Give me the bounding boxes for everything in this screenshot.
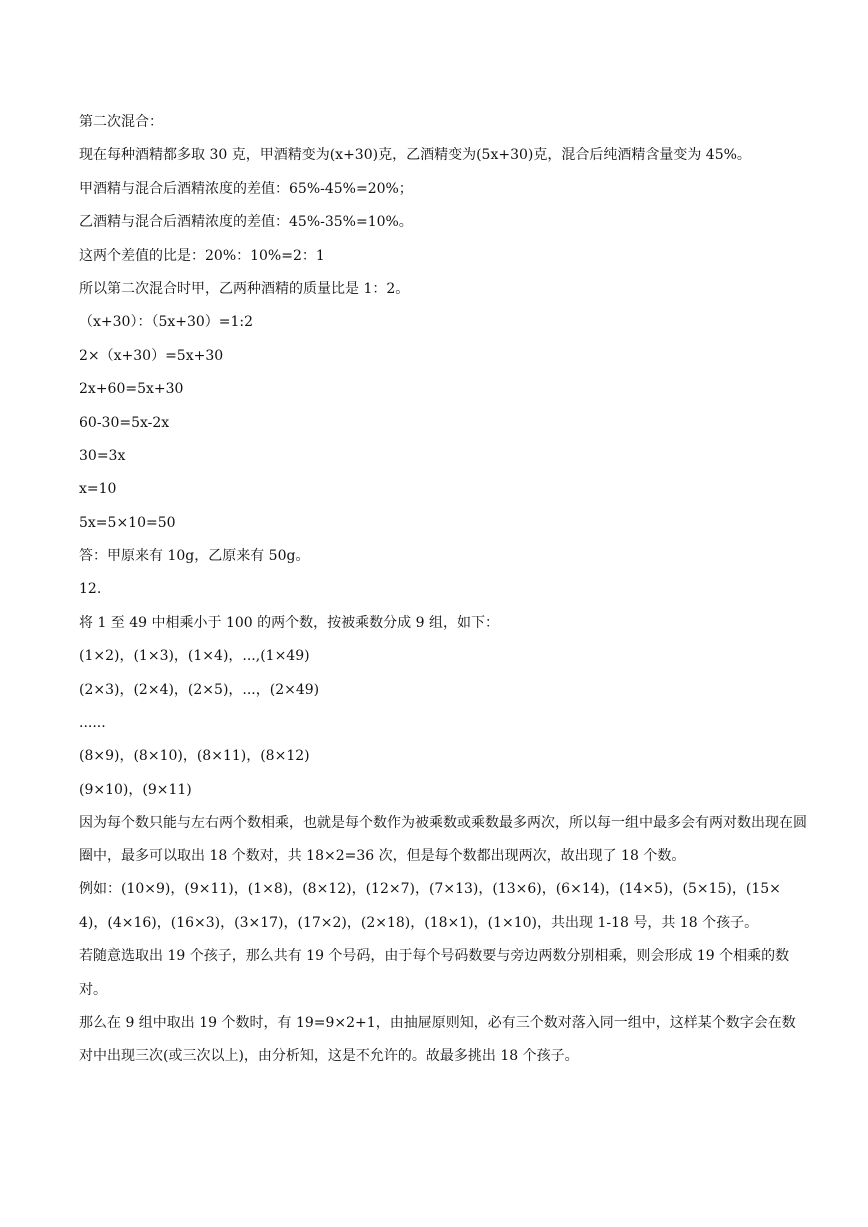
- reasoning-paragraph: 若随意选取出 19 个孩子，那么共有 19 个号码，由于每个号码数要与旁边两数分别相乘，则会形成 19 个相乘的数对。: [79, 948, 790, 998]
- conclusion-paragraph: 那么在 9 组中取出 19 个数时，有 19=9×2+1，由抽屉原则知，必有三个数对落入同一组中，这样某个数字会在数对中出现三次(或三次以上)，由分析知，这是不允许的。故最多挑出 18 个孩子。: [79, 1014, 796, 1065]
- equation-line: x=10: [79, 481, 117, 498]
- equation-line: 5x=5×10=50: [79, 514, 176, 531]
- text-line: 所以第二次混合时甲，乙两种酒精的质量比是 1：2。: [79, 280, 410, 297]
- text-line: 乙酒精与混合后酒精浓度的差值：45%-35%=10%。: [79, 214, 413, 231]
- question-number: 12.: [79, 581, 102, 598]
- equation-line: 2×（x+30）=5x+30: [79, 347, 224, 364]
- text-line: 现在每种酒精都多取 30 克，甲酒精变为(x+30)克，乙酒精变为(5x+30)克，混合后纯酒精含量变为 45%。: [79, 147, 751, 164]
- answer-line: 答：甲原来有 10g，乙原来有 50g。: [79, 548, 310, 565]
- text-line: 将 1 至 49 中相乘小于 100 的两个数，按被乘数分成 9 组，如下：: [79, 614, 499, 631]
- equation-line: 60-30=5x-2x: [79, 414, 170, 431]
- text-line: 这两个差值的比是：20%：10%=2：1: [79, 247, 325, 264]
- group-line: (2×3)，(2×4)，(2×5)，...，(2×49): [79, 681, 320, 698]
- equation-line: 2x+60=5x+30: [79, 381, 184, 398]
- explanation-paragraph: 因为每个数只能与左右两个数相乘，也就是每个数作为被乘数或乘数最多两次，所以每一组中最多会有两对数出现在圆圈中，最多可以取出 18 个数对，共 18×2=36 次，但是每个数都出现两次，故出现了 18 个数。: [79, 814, 807, 864]
- group-line: (9×10)，(9×11): [79, 781, 192, 798]
- solution-text: [79, 112, 809, 1080]
- example-paragraph: 例如：(10×9)，(9×11)，(1×8)，(8×12)，(12×7)，(7×13)，(13×6)，(6×14)，(14×5)，(5×15)，(15×4)，(4×16)，(16×3)，(3×17)，(17×2)，(2×18)，(18×1)，(1×10)，共出现 1-18 号，共 18 个孩子。: [79, 881, 781, 931]
- group-line: (8×9)，(8×10)，(8×11)，(8×12): [79, 748, 310, 765]
- equation-line: 30=3x: [79, 447, 126, 464]
- text-line: 第二次混合：: [79, 114, 163, 130]
- equation-line: （x+30）：（5x+30）=1:2: [79, 314, 254, 331]
- text-line: 甲酒精与混合后酒精浓度的差值：65%-45%=20%；: [79, 180, 413, 197]
- ellipsis-line: ......: [79, 715, 106, 732]
- group-line: (1×2)，(1×3)，(1×4)，...,(1×49): [79, 648, 310, 665]
